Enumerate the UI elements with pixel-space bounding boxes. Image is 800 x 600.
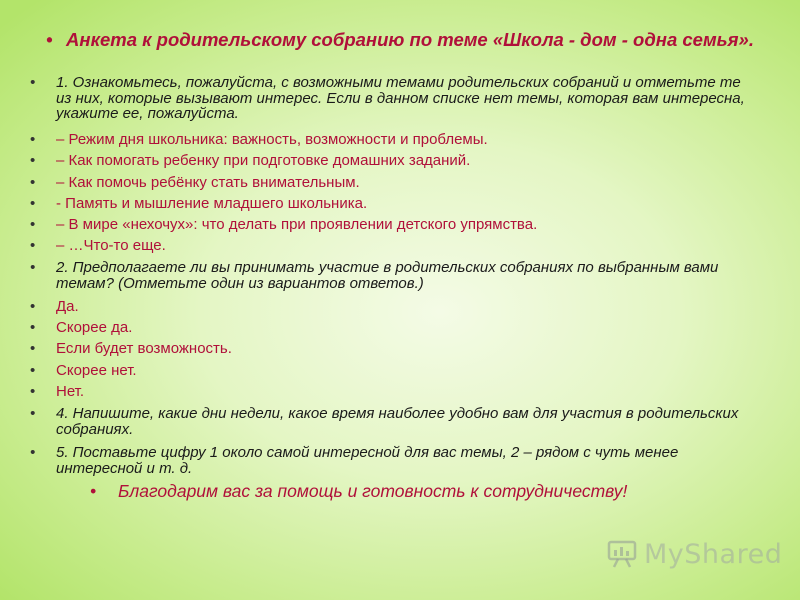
closing-bullet: • — [90, 481, 97, 501]
list-bullet: • — [30, 259, 36, 276]
list-item-text: – В мире «нехочух»: что делать при проявлении детского упрямства. — [56, 216, 538, 233]
list-bullet: • — [30, 174, 36, 191]
list-item-text: 4. Напишите, какие дни недели, какое время наиболее удобно вам для участия в родительских собраниях. — [56, 405, 739, 438]
list-item-text: 2. Предполагаете ли вы принимать участие в родительских собраниях по выбранным вами темам? (Отметьте один из вариантов ответов.) — [56, 259, 719, 292]
list-item-text: – Режим дня школьника: важность, возможности и проблемы. — [56, 131, 488, 148]
list-bullet: • — [30, 237, 36, 254]
list-bullet: • — [30, 319, 36, 336]
slide-title — [40, 30, 780, 49]
list-bullet: • — [30, 383, 36, 400]
list-bullet: • — [30, 195, 36, 212]
presentation-board-icon — [606, 539, 638, 569]
list-bullet: • — [30, 298, 36, 315]
list-item-text: Скорее да. — [56, 319, 133, 336]
list-item-text: Нет. — [56, 383, 85, 400]
title-bullet: • — [46, 29, 53, 50]
list-item-text: – …Что-то еще. — [56, 237, 166, 254]
watermark-text: MyShared — [644, 539, 783, 570]
list-bullet: • — [30, 74, 36, 91]
list-item-text: – Как помочь ребёнку стать внимательным. — [56, 174, 360, 191]
closing-text: Благодарим вас за помощь и готовность к сотрудничеству! — [118, 481, 628, 501]
list-bullet: • — [30, 131, 36, 148]
list-item-text: 5. Поставьте цифру 1 около самой интересной для вас темы, 2 – рядом с чуть менее интересной и т. д. — [56, 444, 679, 477]
list-item-text: Скорее нет. — [56, 362, 137, 379]
list-bullet: • — [30, 362, 36, 379]
list-item-text: 1. Ознакомьтесь, пожалуйста, с возможными темами родительских собраний и отметьте те из них, которые вызывают интерес. Если в данном списке нет темы, которая вам интересна, укажите ее, пожалуйста. — [56, 74, 745, 122]
list-item-text: Да. — [56, 298, 79, 315]
list-item-text: - Память и мышление младшего школьника. — [56, 195, 368, 212]
list-item-text: – Как помогать ребенку при подготовке домашних заданий. — [56, 152, 471, 169]
list-bullet: • — [30, 152, 36, 169]
list-bullet: • — [30, 216, 36, 233]
list-bullet: • — [30, 444, 36, 461]
list-bullet: • — [30, 405, 36, 422]
list-bullet: • — [30, 340, 36, 357]
watermark-logo — [606, 537, 783, 575]
title-text: Анкета к родительскому собранию по теме «Школа - дом - одна семья». — [66, 29, 754, 50]
list-item-text: Если будет возможность. — [56, 340, 232, 357]
